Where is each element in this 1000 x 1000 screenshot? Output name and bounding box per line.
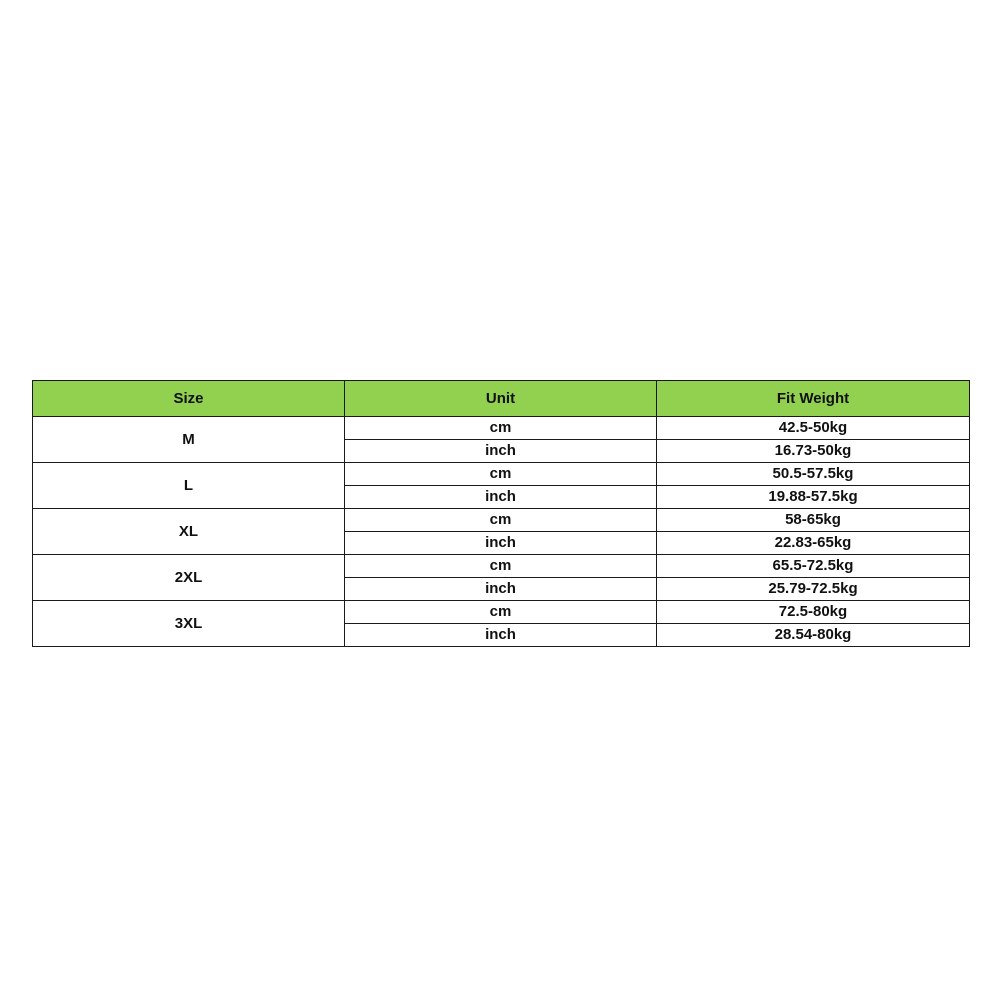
weight-cell: 72.5-80kg — [657, 601, 970, 624]
weight-cell: 22.83-65kg — [657, 532, 970, 555]
table-header — [33, 381, 970, 417]
size-chart-table — [32, 380, 970, 647]
unit-cell: inch — [345, 486, 657, 509]
weight-cell: 25.79-72.5kg — [657, 578, 970, 601]
header-unit: Unit — [345, 381, 657, 417]
table-body — [33, 417, 970, 647]
unit-cell: inch — [345, 578, 657, 601]
weight-cell: 42.5-50kg — [657, 417, 970, 440]
size-cell: 2XL — [33, 555, 345, 601]
unit-cell: cm — [345, 509, 657, 532]
table-row — [33, 463, 970, 486]
unit-cell: cm — [345, 417, 657, 440]
table-row — [33, 417, 970, 440]
header-fit-weight: Fit Weight — [657, 381, 970, 417]
weight-cell: 65.5-72.5kg — [657, 555, 970, 578]
weight-cell: 50.5-57.5kg — [657, 463, 970, 486]
unit-cell: cm — [345, 601, 657, 624]
size-cell: L — [33, 463, 345, 509]
weight-cell: 19.88-57.5kg — [657, 486, 970, 509]
header-size: Size — [33, 381, 345, 417]
weight-cell: 16.73-50kg — [657, 440, 970, 463]
weight-cell: 28.54-80kg — [657, 624, 970, 647]
size-cell: M — [33, 417, 345, 463]
unit-cell: inch — [345, 440, 657, 463]
table-row — [33, 555, 970, 578]
unit-cell: cm — [345, 555, 657, 578]
unit-cell: inch — [345, 532, 657, 555]
table-row — [33, 601, 970, 624]
size-cell: XL — [33, 509, 345, 555]
header-row — [33, 381, 970, 417]
weight-cell: 58-65kg — [657, 509, 970, 532]
unit-cell: cm — [345, 463, 657, 486]
unit-cell: inch — [345, 624, 657, 647]
table-row — [33, 509, 970, 532]
size-cell: 3XL — [33, 601, 345, 647]
